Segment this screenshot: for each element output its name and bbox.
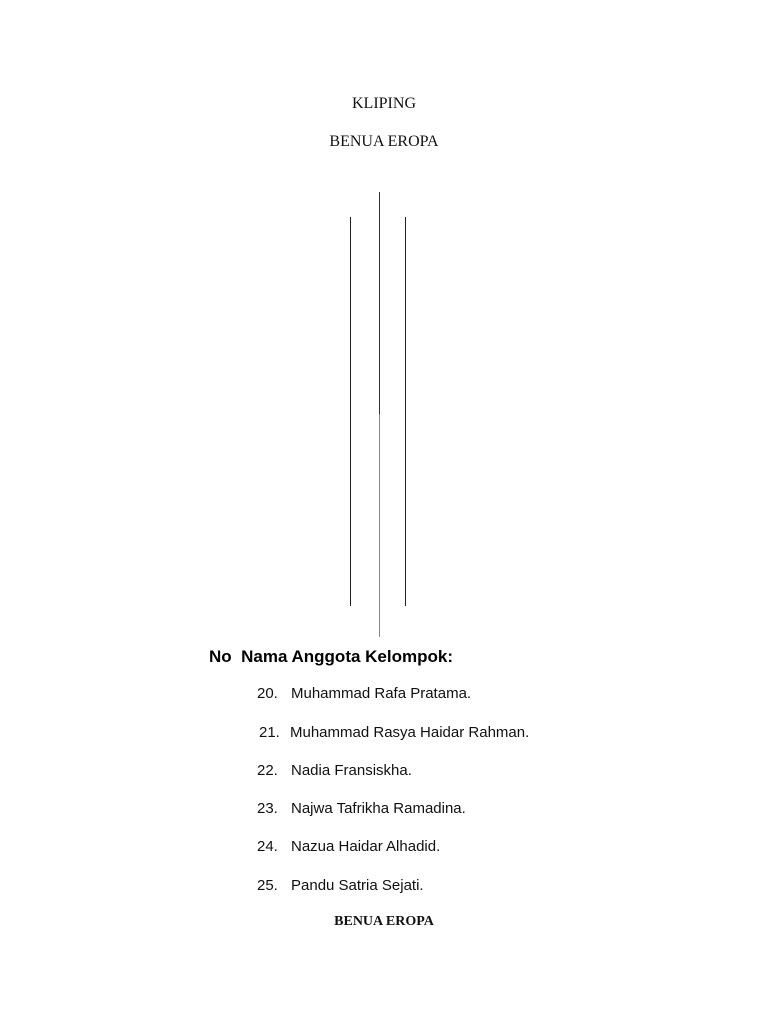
member-name: Nadia Fransiskha. bbox=[291, 762, 412, 779]
footer-title: BENUA EROPA bbox=[334, 914, 434, 929]
vertical-divider-left bbox=[350, 217, 351, 606]
member-list-item bbox=[257, 876, 424, 896]
member-number: 25. bbox=[257, 877, 278, 894]
member-number: 22. bbox=[257, 762, 278, 779]
member-list-item bbox=[257, 799, 466, 819]
member-list-item bbox=[257, 684, 471, 704]
document-title: KLIPING bbox=[352, 95, 416, 112]
member-list-item bbox=[257, 761, 412, 781]
member-number: 20. bbox=[257, 685, 278, 702]
member-name: Pandu Satria Sejati. bbox=[291, 877, 424, 894]
member-name: Muhammad Rasya Haidar Rahman. bbox=[290, 724, 530, 741]
member-number: 23. bbox=[257, 800, 278, 817]
members-heading: No Nama Anggota Kelompok: bbox=[209, 647, 453, 666]
member-number: 21. bbox=[259, 724, 280, 741]
member-list-item bbox=[257, 837, 440, 857]
member-name: Muhammad Rafa Pratama. bbox=[291, 685, 472, 702]
document-subtitle: BENUA EROPA bbox=[329, 133, 439, 150]
member-name: Najwa Tafrikha Ramadina. bbox=[291, 800, 466, 817]
member-number: 24. bbox=[257, 838, 278, 855]
vertical-divider-center-lower bbox=[379, 414, 380, 637]
vertical-divider-right bbox=[405, 217, 406, 606]
member-list-item bbox=[259, 723, 529, 743]
member-name: Nazua Haidar Alhadid. bbox=[291, 838, 441, 855]
vertical-divider-center-upper bbox=[379, 192, 380, 414]
